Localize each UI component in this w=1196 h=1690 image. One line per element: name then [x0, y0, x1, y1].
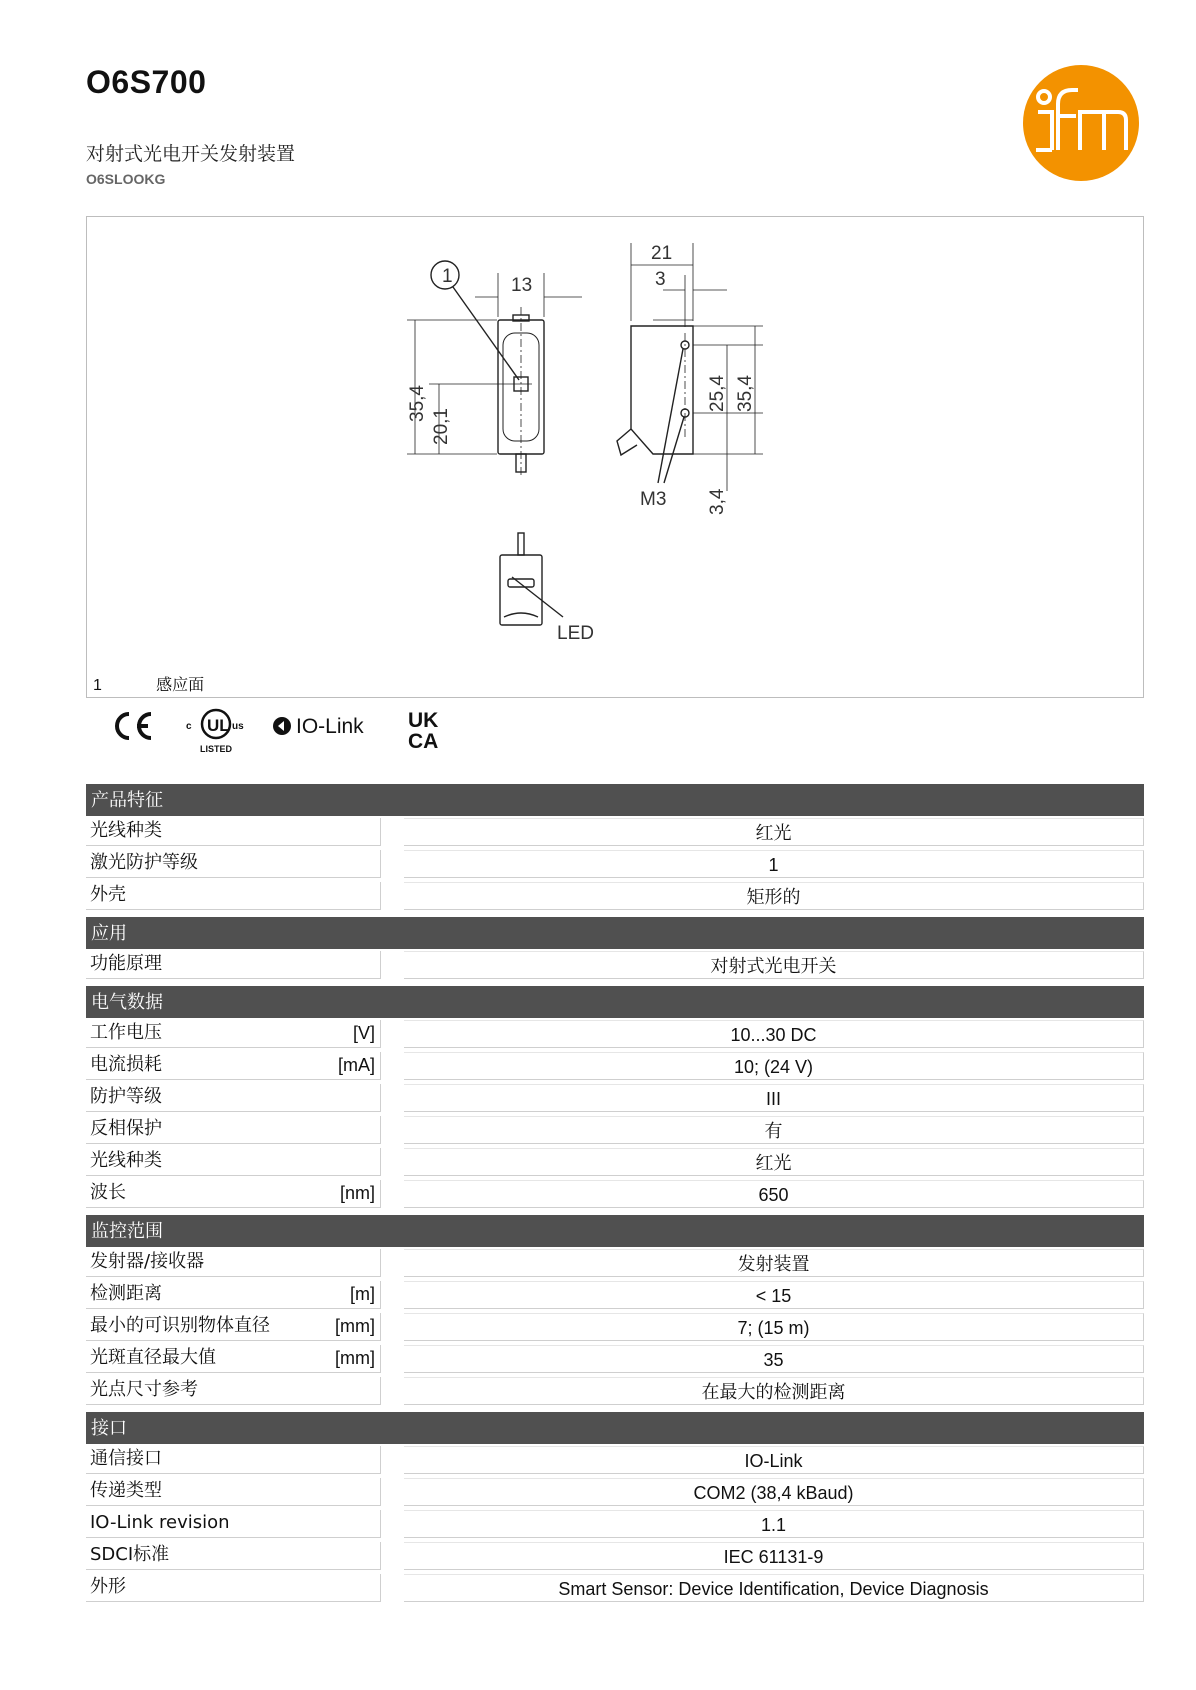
spec-value: 650	[404, 1180, 1144, 1208]
spec-label: 激光防护等级	[90, 852, 198, 873]
spec-label: 外壳	[90, 884, 126, 905]
dim-35-4-left: 35,4	[407, 385, 428, 422]
spec-row	[86, 1540, 1144, 1572]
spec-value: IO-Link	[404, 1446, 1144, 1474]
dim-25-4: 25,4	[707, 375, 728, 412]
section-header: 电气数据	[86, 986, 1144, 1018]
spec-label: 电流损耗	[90, 1054, 162, 1075]
spec-row	[86, 1508, 1144, 1540]
ifm-logo	[1022, 64, 1140, 182]
spec-row	[86, 816, 1144, 848]
spec-unit: [V]	[352, 1023, 375, 1043]
spec-value: 10; (24 V)	[404, 1052, 1144, 1080]
ce-mark	[110, 706, 156, 746]
spec-row	[86, 1279, 1144, 1311]
spec-row	[86, 1178, 1144, 1210]
ukca-mark	[406, 706, 450, 754]
spec-row	[86, 880, 1144, 912]
spec-label-cell	[86, 1116, 381, 1144]
spec-label-cell	[86, 1148, 381, 1176]
spec-label-cell	[86, 1281, 381, 1309]
spec-unit: [mA]	[337, 1055, 375, 1075]
spec-label: SDCI标准	[90, 1544, 170, 1565]
spec-value: 矩形的	[404, 882, 1144, 910]
dim-20-1: 20,1	[431, 408, 452, 445]
cert-ca: CA	[408, 730, 439, 753]
cert-c: c	[186, 721, 192, 732]
spec-value: 发射装置	[404, 1249, 1144, 1277]
spec-label: 传递类型	[90, 1480, 162, 1501]
spec-row	[86, 1146, 1144, 1178]
cert-listed: LISTED	[200, 744, 233, 754]
spec-label-cell	[86, 1313, 381, 1341]
spec-label: 光线种类	[90, 1150, 162, 1171]
spec-label: 通信接口	[90, 1448, 162, 1469]
spec-unit: [nm]	[339, 1183, 375, 1203]
spec-label: 防护等级	[90, 1086, 162, 1107]
spec-label-cell	[86, 1377, 381, 1405]
spec-label-cell	[86, 1020, 381, 1048]
spec-unit: [m]	[350, 1284, 375, 1304]
spec-unit: [mm]	[335, 1316, 375, 1336]
spec-row	[86, 1311, 1144, 1343]
spec-label-cell	[86, 1510, 381, 1538]
dim-35-4-right: 35,4	[735, 375, 756, 412]
spec-label-cell	[86, 1249, 381, 1277]
spec-value: 7; (15 m)	[404, 1313, 1144, 1341]
spec-label: 反相保护	[90, 1118, 162, 1139]
spec-label: 工作电压	[90, 1022, 162, 1043]
spec-label: 波长	[90, 1182, 126, 1203]
spec-value: IEC 61131-9	[404, 1542, 1144, 1570]
spec-unit: [mm]	[335, 1348, 375, 1368]
spec-value: 35	[404, 1345, 1144, 1373]
certification-marks	[110, 706, 570, 754]
spec-label-cell	[86, 1478, 381, 1506]
spec-value: 1	[404, 850, 1144, 878]
spec-row	[86, 1444, 1144, 1476]
dim-3: 3	[655, 269, 666, 290]
dim-13: 13	[511, 275, 533, 296]
io-link-mark	[272, 706, 384, 746]
specification-table	[86, 784, 1144, 1604]
spec-row	[86, 1572, 1144, 1604]
spec-label: 功能原理	[90, 953, 162, 974]
section-header: 接口	[86, 1412, 1144, 1444]
legend-number: 1	[93, 677, 102, 694]
spec-value: 对射式光电开关	[404, 951, 1144, 979]
dim-3-4: 3,4	[707, 488, 728, 515]
page-title: O6S700	[86, 64, 207, 100]
spec-label-cell	[86, 1542, 381, 1570]
spec-value: Smart Sensor: Device Identification, Device Diagnosis	[404, 1574, 1144, 1602]
section-header: 监控范围	[86, 1215, 1144, 1247]
spec-value: COM2 (38,4 kBaud)	[404, 1478, 1144, 1506]
spec-row	[86, 1476, 1144, 1508]
spec-label-cell	[86, 818, 381, 846]
spec-row	[86, 1375, 1144, 1407]
spec-label: 发射器/接收器	[90, 1251, 205, 1272]
spec-row	[86, 1114, 1144, 1146]
article-code: O6SLOOKG	[86, 171, 166, 187]
spec-label: 光斑直径最大值	[90, 1347, 216, 1368]
spec-row	[86, 1050, 1144, 1082]
spec-value: 10...30 DC	[404, 1020, 1144, 1048]
spec-value: 有	[404, 1116, 1144, 1144]
spec-label: 检测距离	[90, 1283, 162, 1304]
section-header: 应用	[86, 917, 1144, 949]
spec-label-cell	[86, 882, 381, 910]
spec-value: 1.1	[404, 1510, 1144, 1538]
section-header: 产品特征	[86, 784, 1144, 816]
spec-label-cell	[86, 1345, 381, 1373]
cert-iolink: IO-Link	[296, 715, 364, 738]
dimension-drawing	[86, 216, 1144, 698]
spec-row	[86, 1082, 1144, 1114]
spec-label-cell	[86, 1180, 381, 1208]
spec-label: 最小的可识别物体直径	[90, 1315, 270, 1336]
spec-label-cell	[86, 1052, 381, 1080]
logo-text: ifm	[1081, 179, 1083, 180]
svg-text:UL: UL	[207, 716, 230, 735]
spec-label: IO-Link revision	[90, 1512, 230, 1533]
spec-label-cell	[86, 850, 381, 878]
culus-listed-mark	[184, 706, 248, 754]
cert-us: us	[232, 721, 244, 732]
dim-21: 21	[651, 243, 673, 264]
spec-label: 光线种类	[90, 820, 162, 841]
spec-row	[86, 1018, 1144, 1050]
spec-label-cell	[86, 1084, 381, 1112]
spec-row	[86, 949, 1144, 981]
drawing-legend	[93, 672, 204, 695]
callout-1: 1	[442, 266, 453, 287]
spec-row	[86, 848, 1144, 880]
spec-value: 在最大的检测距离	[404, 1377, 1144, 1405]
product-description: 对射式光电开关发射装置	[86, 143, 296, 165]
thread-m3: M3	[640, 489, 667, 510]
spec-label-cell	[86, 1446, 381, 1474]
spec-value: III	[404, 1084, 1144, 1112]
legend-text: 感应面	[156, 675, 205, 694]
spec-row	[86, 1343, 1144, 1375]
spec-value: 红光	[404, 1148, 1144, 1176]
led-label: LED	[557, 623, 594, 644]
spec-value: < 15	[404, 1281, 1144, 1309]
spec-label-cell	[86, 1574, 381, 1602]
spec-label: 外形	[90, 1576, 126, 1597]
spec-value: 红光	[404, 818, 1144, 846]
cert-uk: UK	[408, 709, 439, 732]
spec-label: 光点尺寸参考	[90, 1379, 198, 1400]
spec-row	[86, 1247, 1144, 1279]
spec-label-cell	[86, 951, 381, 979]
